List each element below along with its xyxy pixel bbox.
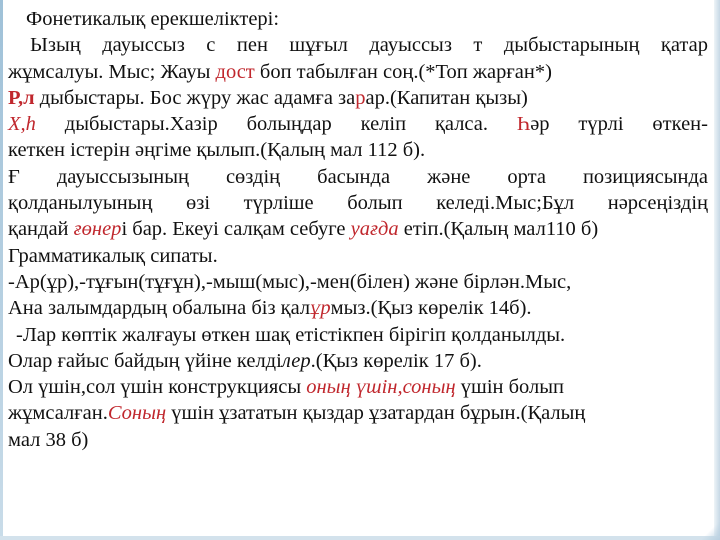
highlighted-text: Х (169, 113, 185, 136)
text-segment: көптік жалғауы өткен шақ етістікпен бірігіп қолданылды. (56, 323, 566, 346)
text-line (8, 111, 708, 137)
highlighted-text: -Ар(ұр),-тұғын(тұғұн),-мыш(мыс),-мен(білен) (8, 270, 410, 293)
text-segment: Ызың дауыссыз (30, 34, 207, 57)
highlighted-text: Ғ (8, 165, 20, 188)
text-segment: қандай (8, 218, 74, 241)
highlighted-text: X,h (8, 113, 36, 136)
text-line (8, 269, 708, 295)
text-segment: жұмсалған. (8, 402, 108, 425)
page-curl-corner (702, 522, 720, 540)
text-segment: .(Қыз көрелік 17 б). (310, 349, 482, 372)
highlighted-text: оның үшін,соның (306, 376, 456, 399)
text-line (8, 216, 708, 242)
text-line (8, 85, 708, 111)
highlighted-text: лер (281, 349, 311, 372)
text-line (8, 190, 708, 216)
text-line (8, 374, 708, 400)
text-segment: үшін ұзататын қыздар ұзатардан бұрын.(Қалың (166, 402, 586, 425)
text-line (8, 400, 708, 426)
text-segment: Олар ғайыс байдың үйіне келді (8, 349, 282, 372)
text-segment: жұмсалуы. Мыс; Жауы (8, 60, 216, 83)
highlighted-text: Һ (516, 113, 531, 136)
slide-border-left (0, 0, 3, 540)
highlighted-text: бірлән. (463, 270, 526, 293)
text-segment: мал 38 б) (8, 428, 89, 451)
text-line (8, 6, 708, 32)
text-segment: пен шұғыл дауыссыз (215, 34, 474, 57)
highlighted-text: р (355, 86, 366, 109)
slide-border-right (714, 0, 720, 540)
highlighted-text: Р,л (8, 86, 35, 109)
text-segment: үшін болып (455, 376, 564, 399)
text-segment: дыбыстары. Бос жүру жас адамға за (34, 86, 356, 109)
text-segment: және (409, 270, 464, 293)
highlighted-text: Фонетикалық ерекшеліктері: (26, 8, 280, 30)
highlighted-text: ғөнер (73, 218, 122, 241)
text-segment: етіп.(Қалың мал110 б) (398, 218, 599, 241)
text-line (8, 32, 708, 58)
text-segment: боп табылған соң.(*Топ жарған*) (254, 60, 552, 83)
text-line (8, 164, 708, 190)
text-segment: мыз.(Қыз көрелік 14б). (330, 297, 532, 320)
text-segment: дауыссызының сөздің басында және орта позициясында (19, 165, 708, 188)
text-segment: Ана залымдардың обалына біз қал (8, 297, 311, 320)
highlighted-text: -Лар (16, 323, 57, 346)
text-segment: ар.(Капитан қызы) (365, 86, 528, 109)
text-segment: кеткен істерін әңгіме қылып.(Қалың мал 112 б). (8, 139, 426, 162)
text-line (8, 295, 708, 321)
text-line (8, 59, 708, 85)
text-line (8, 243, 708, 269)
highlighted-text: дост (215, 60, 255, 83)
text-line (8, 348, 708, 374)
text-segment: конструкциясы (163, 376, 307, 399)
text-segment: дыбыстарының қатар (482, 34, 708, 57)
highlighted-text: т (473, 34, 483, 57)
slide-text-body (8, 6, 708, 453)
text-segment: әр түрлі өткен- (530, 113, 708, 136)
slide-border-bottom (0, 536, 720, 540)
text-segment: дыбыстары. (35, 113, 170, 136)
text-segment: і бар. Екеуі салқам себуге (121, 218, 351, 241)
highlighted-text: Грамматикалық сипаты. (8, 244, 218, 267)
text-line (8, 427, 708, 453)
highlighted-text: Соның (107, 402, 167, 425)
highlighted-text: Ол үшін,сол үшін (8, 376, 164, 399)
text-line (8, 322, 708, 348)
text-segment: азір болыңдар келіп қалса. (184, 113, 517, 136)
highlighted-text: уағда (350, 218, 399, 241)
highlighted-text: с (206, 34, 216, 57)
highlighted-text: ұр (310, 297, 331, 320)
text-segment: Мыс, (525, 270, 572, 293)
text-line (8, 137, 708, 163)
text-segment: қолданылуының өзі түрліше болып келеді.Мыс;Бұл нәрсеңіздің (8, 192, 708, 215)
